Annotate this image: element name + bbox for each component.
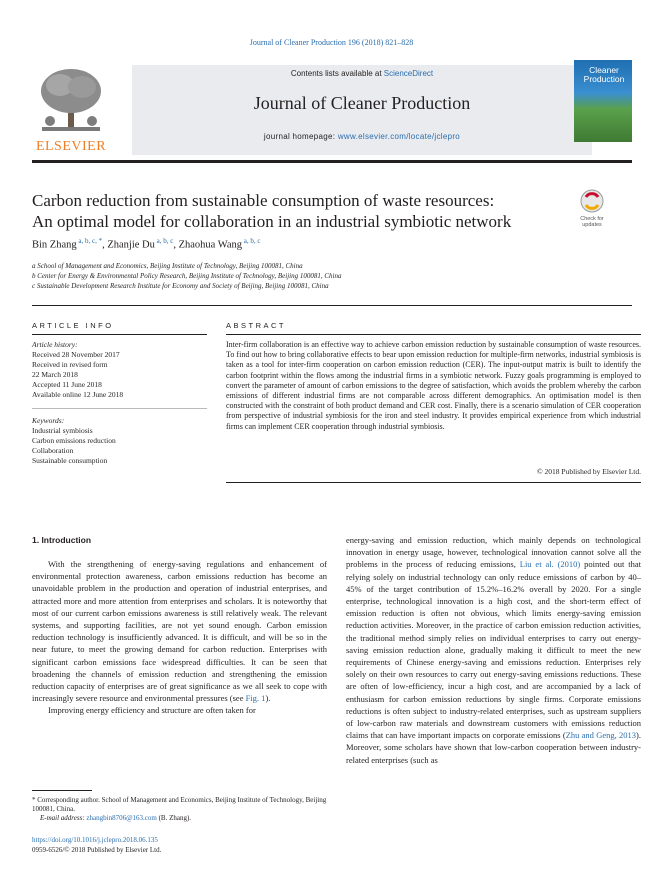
contents-line — [132, 69, 592, 78]
keyword: Collaboration — [32, 446, 74, 455]
author-affiliation-marker[interactable]: a, b, c — [154, 237, 174, 245]
tree-of-knowledge-icon — [32, 65, 110, 137]
contents-prefix: Contents lists available at — [290, 69, 384, 78]
paragraph-text: pointed out that relying solely on industrial technology can only reduce emissions of carbon by 40–45% of the target contribution of 15.2%–16.2% overall by 2020. For a single enterprise, technological innovation is a high cost, and the short-term effect of emission reduction is often not obvious, which limits energy-saving emission reduction activities. Moreover, in the practice of carbon emission reduction activities, the traditional method simply relies on individual enterprises to carry out energy-saving emission reduction alone, gradually making it difficult to meet the new requirements of Chinese energy-saving and emissions reduction. Enterprises rely solely on their own resources to carry out energy-saving emissions reductions. These are often of low-efficiency, incur a high cost, and are accompanied by a lack of enthusiasm for carbon emission reductions by single firms. Corporate emissions reductions is often subject to industry-related enterprises, such as upstream suppliers of low-carbon raw materials and downstream customers with emissions reduction claims that can have important impacts on corporate emissions ( — [346, 559, 641, 741]
elsevier-logo-text: ELSEVIER — [35, 139, 107, 154]
email-link[interactable]: zhangbin8706@163.com — [86, 814, 157, 822]
author-name[interactable]: , Zhaohua Wang — [173, 239, 242, 251]
history-item: Accepted 11 June 2018 — [32, 380, 102, 389]
divider — [32, 334, 207, 335]
paragraph — [32, 558, 327, 704]
divider — [32, 305, 632, 306]
paragraph: Improving energy efficiency and structure are often taken for — [48, 705, 256, 716]
title-line-2: An optimal model for collaboration in an industrial symbiotic network — [32, 212, 512, 231]
history-item: Received 28 November 2017 — [32, 350, 120, 359]
divider — [32, 408, 207, 409]
article-title — [32, 190, 572, 232]
homepage-link[interactable]: www.elsevier.com/locate/jclepro — [337, 132, 461, 141]
keywords-label: Keywords: — [32, 416, 65, 425]
history-item: 22 March 2018 — [32, 370, 78, 379]
section-heading: 1. Introduction — [32, 535, 92, 545]
history-label: Article history: — [32, 340, 78, 349]
sciencedirect-link[interactable]: ScienceDirect — [383, 69, 434, 78]
journal-banner — [32, 55, 632, 155]
article-history — [32, 340, 212, 400]
check-for-updates-button[interactable] — [574, 188, 610, 228]
abstract-text: Inter-firm collaboration is an effective way to achieve carbon emission reduction by sustainable consumption of waste resources. To find out how to bring collaborative effects to bear upon emission reduction for multiple-firm networks, industrial symbiosis is taken as a tool for inter-firm cooperation on carbon emission reduction (CER). The input-output matrix is built to identify the carbon footprint within the flows among the industrial firms in a symbiotic network. Fuzzy goals programming is employed to convert the parameter of amount of carbon emissions to the degree of satisfaction, which avoids the problem whereby the carbon emissions of different industrial firms are not comparable across different demographics. An optimisation model is then constructed with the constraint of both product demand and CER cost. Finally, there is a scenario simulation of CER cooperation from perspective of industrial symbiosis for the iron and steel industry. It provides empirical experience from which industrial firms can implement CER cooperation through industrial symbiosis. — [226, 340, 641, 431]
email-line — [32, 814, 332, 823]
keyword: Carbon emissions reduction — [32, 436, 116, 445]
corresponding-author-note — [32, 796, 332, 823]
check-for-updates-icon — [574, 188, 610, 214]
doi-link[interactable]: https://doi.org/10.1016/j.jclepro.2018.06.135 — [32, 836, 158, 844]
cover-title: Cleaner Production — [583, 65, 625, 84]
history-item: Available online 12 June 2018 — [32, 390, 124, 399]
divider — [226, 334, 641, 335]
affiliation: a School of Management and Economics, Beijing Institute of Technology, Beijing 100081, China — [32, 262, 303, 270]
author-list — [32, 237, 260, 251]
body-column-left — [32, 558, 327, 717]
email-label: E-mail address: — [40, 814, 87, 822]
affiliation: b Center for Energy & Environmental Policy Research, Beijing Institute of Technology, Beijing 100081, China — [32, 272, 342, 280]
journal-title: Journal of Cleaner Production — [253, 93, 471, 113]
author-name[interactable]: Bin Zhang — [32, 239, 77, 251]
check-for-updates-label: Check for updates — [580, 216, 604, 228]
history-item: Received in revised form — [32, 360, 108, 369]
journal-reference[interactable]: Journal of Cleaner Production 196 (2018) 821–828 — [249, 38, 414, 47]
header-rule — [32, 160, 632, 163]
keyword: Sustainable consumption — [32, 456, 108, 465]
affiliation: c Sustainable Development Research Institute for Economy and Society of Beijing, Beijing 100081, China — [32, 282, 329, 290]
divider — [226, 482, 641, 483]
figure-link[interactable]: Fig. 1 — [245, 693, 266, 704]
issn-line: 0959-6526/© 2018 Published by Elsevier Ltd. — [32, 846, 162, 854]
email-suffix: (B. Zhang). — [156, 814, 192, 822]
author-name[interactable]: , Zhanjie Du — [102, 239, 155, 251]
paragraph-text: energy-saving and emission reduction, which mainly depends on technological innovation in energy usage, however, technological innovation cannot solve all the problems in the process of reducing emissions, — [346, 535, 641, 570]
abstract-heading: ABSTRACT — [226, 321, 287, 330]
journal-cover-image[interactable] — [574, 60, 632, 142]
corresponding-author: * Corresponding author. School of Management and Economics, Beijing Institute of Technology, Beijing 100081, China. — [32, 796, 327, 813]
author-affiliation-marker[interactable]: a, b, c, * — [76, 237, 103, 245]
paragraph-text: With the strengthening of energy-saving regulations and enhancement of environmental protection awareness, carbon emissions reduction has become an unavoidable problem in the production and operation of industrial enterprises, and attracted more and more attention from enterprises and scholars. It is noteworthy that most of our current carbon emissions awareness is still relatively weak. The relevant systems, and supporting facilities, are not yet sound enough. Carbon emission reduction technology is insufficiently advanced. It is difficult, and will be so in the near future, to meet the growing demand for carbon reduction. Enterprises with significant carbon emissions face widespread difficulties. It can be seen that broadening the channels of emission reduction and strengthening the emission reduction capacity of enterprises are of great significance as we all seek to cope with increasingly severe resource and environmental pressures (see — [32, 559, 327, 704]
paragraph-text: ). — [265, 693, 271, 704]
elsevier-logo[interactable] — [32, 65, 110, 155]
keywords — [32, 416, 212, 466]
citation-link[interactable]: Liu et al. (2010) — [519, 559, 581, 570]
paragraph-text: ). Moreover, some scholars have shown that low-carbon cooperation between industry-related enterprises (such as — [346, 730, 641, 765]
homepage-prefix: journal homepage: — [263, 132, 338, 141]
author-affiliation-marker[interactable]: a, b, c — [242, 237, 261, 245]
footnote-rule — [32, 790, 92, 791]
keyword: Industrial symbiosis — [32, 426, 93, 435]
copyright-notice: © 2018 Published by Elsevier Ltd. — [536, 467, 641, 476]
body-column-right — [346, 534, 641, 766]
article-info-heading: ARTICLE INFO — [32, 321, 114, 330]
citation-link[interactable]: Zhu and Geng, 2013 — [565, 730, 637, 741]
journal-homepage — [132, 132, 592, 141]
title-line-1: Carbon reduction from sustainable consumption of waste resources: — [32, 191, 495, 210]
